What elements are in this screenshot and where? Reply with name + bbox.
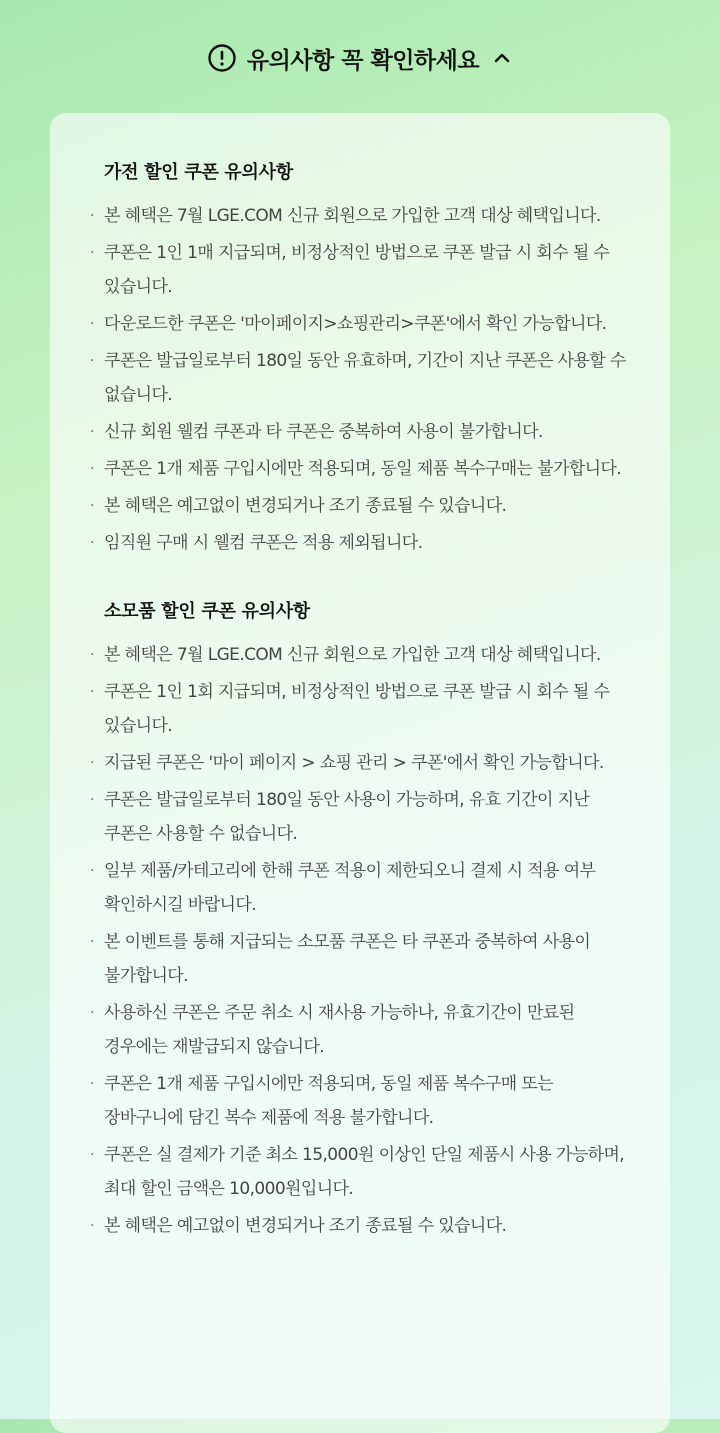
notice-toggle-header[interactable] bbox=[0, 34, 720, 82]
bullet: · bbox=[90, 1005, 94, 1021]
notice-title: 유의사항 꼭 확인하세요 bbox=[246, 47, 480, 74]
alert-circle-icon bbox=[207, 43, 237, 73]
bullet: · bbox=[90, 792, 94, 808]
notice-list bbox=[90, 638, 630, 1243]
list-item: · 본 혜택은 예고없이 변경되거나 조기 종료될 수 있습니다. bbox=[90, 1209, 630, 1243]
bullet: · bbox=[90, 684, 94, 700]
appliance-coupon-section bbox=[90, 159, 630, 560]
bullet: · bbox=[90, 1218, 94, 1234]
notice-list bbox=[90, 199, 630, 560]
bullet: · bbox=[90, 1076, 94, 1092]
list-item: · 사용하신 쿠폰은 주문 취소 시 재사용 가능하나, 유효기간이 만료된 경우에는 재발급되지 않습니다. bbox=[90, 996, 630, 1064]
list-item: · 본 혜택은 7월 LGE.COM 신규 회원으로 가입한 고객 대상 혜택입니다. bbox=[90, 638, 630, 672]
list-item: · 신규 회원 웰컴 쿠폰과 타 쿠폰은 중복하여 사용이 불가합니다. bbox=[90, 415, 630, 449]
bullet: · bbox=[90, 647, 94, 663]
list-item: · 쿠폰은 실 결제가 기준 최소 15,000원 이상인 단일 제품시 사용 가능하며, 최대 할인 금액은 10,000원입니다. bbox=[90, 1138, 630, 1206]
bullet: · bbox=[90, 934, 94, 950]
list-item: · 지급된 쿠폰은 '마이 페이지 > 쇼핑 관리 > 쿠폰'에서 확인 가능합니다. bbox=[90, 746, 630, 780]
bullet: · bbox=[90, 424, 94, 440]
bullet: · bbox=[90, 461, 94, 477]
list-item: · 다운로드한 쿠폰은 '마이페이지>쇼핑관리>쿠폰'에서 확인 가능합니다. bbox=[90, 307, 630, 341]
bullet: · bbox=[90, 535, 94, 551]
list-item: · 쿠폰은 1개 제품 구입시에만 적용되며, 동일 제품 복수구매는 불가합니다. bbox=[90, 452, 630, 486]
bullet: · bbox=[90, 755, 94, 771]
bullet: · bbox=[90, 353, 94, 369]
list-item: · 본 이벤트를 통해 지급되는 소모품 쿠폰은 타 쿠폰과 중복하여 사용이 불가합니다. bbox=[90, 925, 630, 993]
list-item: · 본 혜택은 7월 LGE.COM 신규 회원으로 가입한 고객 대상 혜택입니다. bbox=[90, 199, 630, 233]
bullet: · bbox=[90, 245, 94, 261]
list-item: · 쿠폰은 1인 1회 지급되며, 비정상적인 방법으로 쿠폰 발급 시 회수 될 수 있습니다. bbox=[90, 675, 630, 743]
list-item: · 임직원 구매 시 웰컴 쿠폰은 적용 제외됩니다. bbox=[90, 526, 630, 560]
chevron-up-icon[interactable] bbox=[491, 47, 513, 69]
bullet: · bbox=[90, 208, 94, 224]
section-title: 소모품 할인 쿠폰 유의사항 bbox=[104, 601, 310, 622]
section-title: 가전 할인 쿠폰 유의사항 bbox=[104, 162, 293, 183]
list-item: · 쿠폰은 1인 1매 지급되며, 비정상적인 방법으로 쿠폰 발급 시 회수 될 수 있습니다. bbox=[90, 236, 630, 304]
list-item: · 쿠폰은 1개 제품 구입시에만 적용되며, 동일 제품 복수구매 또는 장바구니에 담긴 복수 제품에 적용 불가합니다. bbox=[90, 1067, 630, 1135]
bullet: · bbox=[90, 1147, 94, 1163]
list-item: · 쿠폰은 발급일로부터 180일 동안 사용이 가능하며, 유효 기간이 지난 쿠폰은 사용할 수 없습니다. bbox=[90, 783, 630, 851]
consumables-coupon-section bbox=[90, 598, 630, 1243]
bullet: · bbox=[90, 863, 94, 879]
list-item: · 일부 제품/카테고리에 한해 쿠폰 적용이 제한되오니 결제 시 적용 여부 확인하시길 바랍니다. bbox=[90, 854, 630, 922]
list-item: · 쿠폰은 발급일로부터 180일 동안 유효하며, 기간이 지난 쿠폰은 사용할 수 없습니다. bbox=[90, 344, 630, 412]
list-item: · 본 혜택은 예고없이 변경되거나 조기 종료될 수 있습니다. bbox=[90, 489, 630, 523]
bullet: · bbox=[90, 316, 94, 332]
bullet: · bbox=[90, 498, 94, 514]
notice-card bbox=[50, 113, 670, 1433]
